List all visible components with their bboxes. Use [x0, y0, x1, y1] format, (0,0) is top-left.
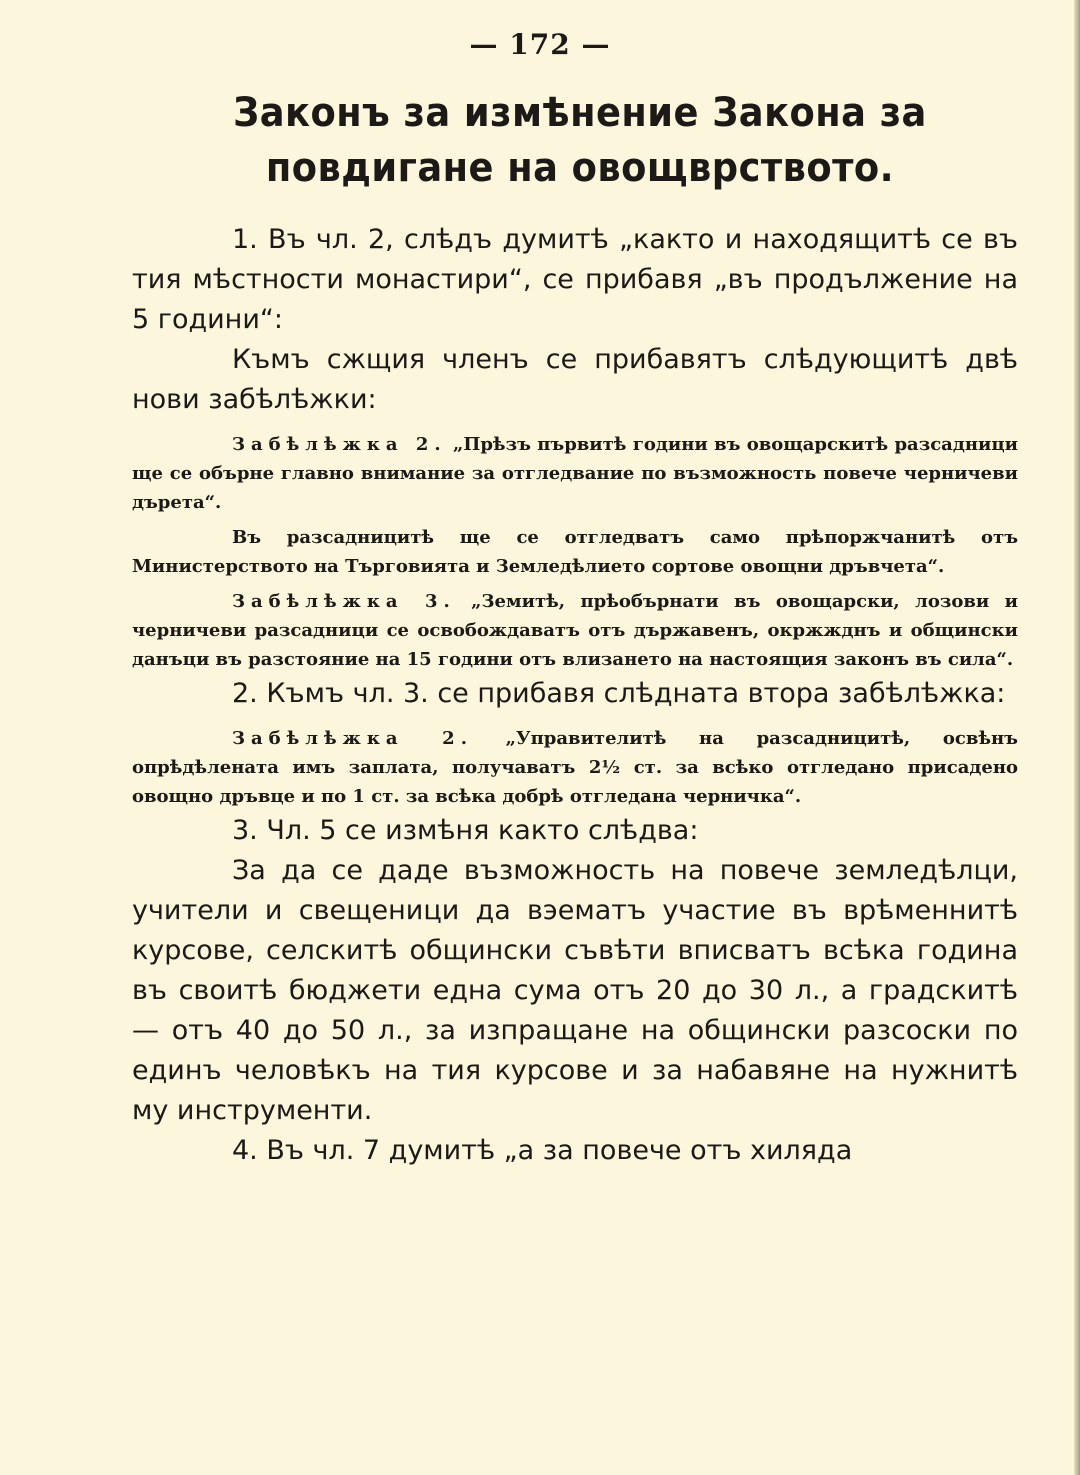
note-b2-text: „Управителитѣ на разсадницитѣ, освѣнъ опрѣдѣлената имъ заплата, получаватъ 2½ ст. за всѣко отгледано присадено овощно дръвце и по 1 ст. за всѣка добрѣ отгледана черничка“. — [132, 728, 1018, 807]
paragraph-6: 4. Въ чл. 7 думитѣ „а за повече отъ хиляда — [232, 1135, 853, 1166]
document-body — [132, 220, 1018, 1171]
paragraph-5: За да се даде възможность на повече земледѣлци, учители и свещеници да вэематъ участие въ врѣменнитѣ курсове, селскитѣ общински съвѣти вписватъ всѣка година въ своитѣ бюджети една сума отъ 20 до 30 л., а градскитѣ — отъ 40 до 50 л., за изпращане на общински разсоски по единъ человѣкъ на тия курсове и за набавяне на нужнитѣ му инструменти. — [132, 855, 1018, 1126]
paragraph-3: 2. Къмъ чл. 3. се прибавя слѣдната втора забѣлѣжка: — [232, 678, 1006, 709]
note-2-label: Забѣлѣжка 2. — [232, 434, 447, 455]
note-2-continuation: Въ разсадницитѣ ще се отгледватъ само прѣпоржчанитѣ отъ Министерството на Търговията и Земледѣлието сортове овощни дръвчета“. — [132, 527, 1018, 577]
note-2-text: „Прѣзъ първитѣ години въ овощарскитѣ разсадници ще се обърне главно внимание за отгледвание по възможность повече черничеви дърета“. — [132, 434, 1018, 513]
paragraph-2: Къмъ сжщия членъ се прибавятъ слѣдующитѣ двѣ нови забѣлѣжки: — [132, 344, 1018, 415]
note-3-text: „Земитѣ, прѣобърнати въ овощарски, лозови и черничеви разсадници се освобождаватъ отъ държавенъ, окржжднъ и общински данъци въ разстояние на 15 години отъ влизането на настоящия законъ въ сила“. — [132, 591, 1018, 670]
page-title: Законъ за измѣнение Закона за повдигане на овощврството. — [233, 90, 927, 191]
note-b2-label: Забѣлѣжка 2. — [232, 728, 473, 749]
paragraph-4: 3. Чл. 5 се измѣня както слѣдва: — [232, 815, 699, 846]
page-number: — 172 — — [469, 28, 611, 61]
note-3 — [132, 587, 1018, 674]
note-3-label: Забѣлѣжка 3. — [232, 591, 456, 612]
paragraph-1: 1. Въ чл. 2, слѣдъ думитѣ „както и находящитѣ се въ тия мѣстности монастири“, се прибавя „въ продължение на 5 години“: — [132, 224, 1018, 335]
note-2 — [132, 430, 1018, 517]
page-edge-shadow — [1074, 0, 1080, 1475]
note-b2 — [132, 724, 1018, 811]
